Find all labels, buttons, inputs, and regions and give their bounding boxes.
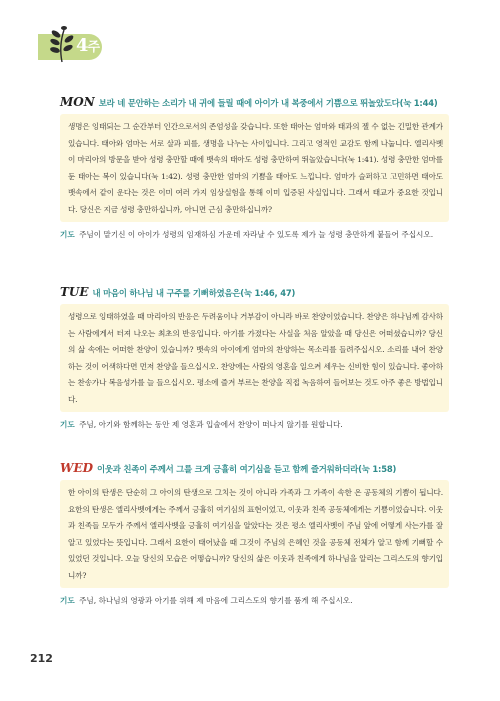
prayer-text: 주님, 아기와 함께하는 동안 제 영혼과 입술에서 찬양이 떠나지 않기를 원합니다. (79, 420, 343, 429)
day-section-mon (60, 96, 449, 243)
prayer-label: 기도 (60, 420, 75, 429)
week-suffix: 주 (87, 40, 100, 55)
day-section-wed (60, 462, 449, 609)
prayer (60, 228, 449, 243)
prayer (60, 418, 449, 433)
day-title (60, 96, 449, 109)
day-verse: 보라 네 문안하는 소리가 내 귀에 들릴 때에 아이가 내 복중에서 기쁨으로 뛰놀았도다(눅 1:44) (98, 98, 438, 108)
week-label (76, 35, 99, 56)
prayer-text: 주님이 맡기신 이 아이가 성령의 임재하심 가운데 자라날 수 있도록 제가 늘 성령 충만하게 붙들어 주십시오. (79, 230, 434, 239)
page-number: 212 (30, 652, 53, 665)
prayer-label: 기도 (60, 596, 75, 605)
day-section-tue (60, 286, 449, 433)
day-verse: 이웃과 친족이 주께서 그를 크게 긍휼히 여기심을 듣고 함께 즐거워하더라(눅 1:58) (97, 464, 397, 474)
devotion-body: 성령으로 잉태하였을 때 마리아의 반응은 두려움이나 거부감이 아니라 바로 찬양이었습니다. 찬양은 하나님께 감사하는 사람에게서 터져 나오는 최초의 반응입니다. 아기를 가졌다는 사실을 처음 알았을 때 당신은 어떠셨습니까? 당신의 삶 속에는 어떠한 찬양이 있습니까? 뱃속의 아이에게 엄마의 찬양하는 목소리를 들려주십시오. 소리를 내어 찬양하는 것이 어색하다면 먼저 찬양을 들으십시오. 찬양에는 사람의 영혼을 일으켜 세우는 신비한 힘이 있습니다. 좋아하는 찬송가나 복음성가를 늘 들으십시오. 평소에 즐겨 부르는 찬양을 직접 녹음하여 들어보는 것도 아주 좋은 방법입니다. (60, 304, 449, 412)
prayer-text: 주님, 하나님의 영광과 아기를 위해 제 마음에 그리스도의 향기를 품게 해 주십시오. (79, 596, 353, 605)
week-number: 4 (76, 35, 88, 56)
day-title (60, 286, 449, 299)
leaf-sprig-icon (46, 24, 76, 64)
devotion-body: 생명은 잉태되는 그 순간부터 인간으로서의 존엄성을 갖습니다. 또한 태아는 엄마와 태과의 젤 수 없는 긴밀한 관계가 있습니다. 태아와 엄마는 서로 살과 피를, 생명을 나누는 사이입니다. 그리고 영적인 교감도 함께 나눕니다. 엘리사벳이 마리아의 방문을 받아 성령 충만할 때에 뱃속의 태아도 성령 충만하여 뛰놀았습니다(눅 1:41). 성령 충만한 엄마를 둔 태아는 복이 있습니다(눅 1:42). 성령 충만한 엄마의 기쁨을 태아도 느낍니다. 엄마가 슬퍼하고 고민하면 태아도 뱃속에서 같이 운다는 것은 이미 여러 가지 임상실험을 통해 이미 입증된 사실입니다. 그래서 태교가 중요한 것입니다. 당신은 지금 성령 충만하십니까, 아니면 근심 충만하십니까? (60, 114, 449, 222)
day-name: MON (60, 95, 95, 109)
day-name: TUE (60, 285, 89, 299)
day-title (60, 462, 449, 475)
prayer-label: 기도 (60, 230, 75, 239)
prayer (60, 594, 449, 609)
day-verse: 내 마음이 하나님 내 구주를 기뻐하였음은(눅 1:46, 47) (92, 288, 296, 298)
day-name: WED (60, 461, 94, 475)
devotion-body: 한 아이의 탄생은 단순히 그 아이의 탄생으로 그치는 것이 아니라 가족과 그 가족이 속한 온 공동체의 기쁨이 됩니다. 요한의 탄생은 엘리사벳에게는 주께서 긍휼히 여기심의 표현이었고, 이웃과 친족 공동체에게는 기쁨이었습니다. 이웃과 친족들 모두가 주께서 엘리사벳을 긍휼히 여기심을 알았다는 것은 평소 엘리사벳이 주님 앞에 어떻게 사는가를 잘 알고 있었다는 뜻입니다. 그래서 요한이 태어났을 때 그것이 주님의 은혜인 것을 공동체 전체가 알고 함께 기뻐할 수 있었던 것입니다. 오늘 당신의 모습은 어떻습니까? 당신의 삶은 이웃과 친족에게 하나님을 알리는 그리스도의 향기입니까? (60, 480, 449, 588)
